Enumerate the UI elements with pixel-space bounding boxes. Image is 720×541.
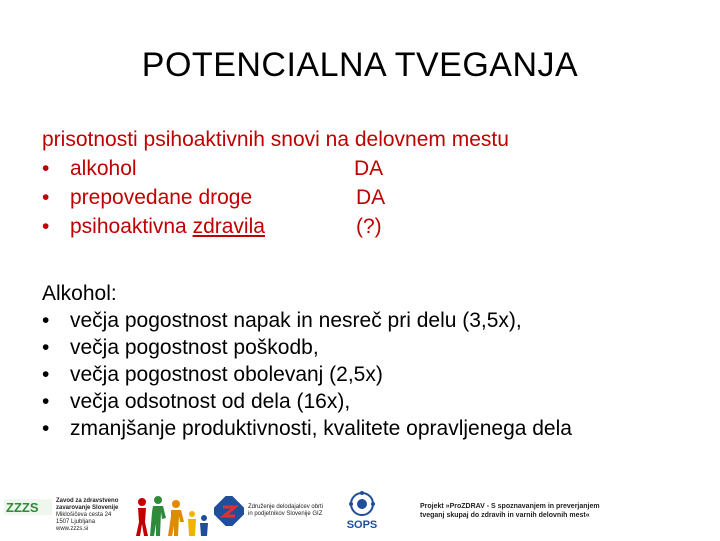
- substance-answer: (?): [356, 215, 382, 238]
- people-figures-illustration: [132, 492, 212, 541]
- giz-line: in podjetnikov Slovenije GIZ: [248, 511, 323, 517]
- zzzs-logo-text: ZZZS: [6, 500, 39, 515]
- zzzs-logo: [4, 496, 52, 523]
- sops-logo-text: SOPS: [346, 519, 378, 531]
- substance-label-underlined: zdravila: [192, 215, 265, 238]
- substance-answer: DA: [356, 186, 386, 209]
- bullet: •: [42, 390, 50, 413]
- footer-logos: [0, 488, 720, 540]
- substances-section: [42, 125, 509, 241]
- giz-text: [248, 504, 338, 518]
- substances-heading: prisotnosti psihoaktivnih snovi na delovnem mestu: [42, 128, 509, 151]
- bullet: •: [42, 363, 50, 386]
- bullet: •: [42, 417, 50, 440]
- substance-label: psihoaktivna: [70, 215, 193, 238]
- substance-label: prepovedane droge: [70, 186, 253, 209]
- substance-answer: DA: [354, 157, 384, 180]
- slide-title: POTENCIALNA TVEGANJA: [141, 46, 579, 84]
- giz-logo-icon: [214, 496, 244, 526]
- substance-item-zdravila: [42, 212, 509, 241]
- alcohol-heading: Alkohol:: [42, 282, 117, 305]
- giz-line: Združenje delodajalcev obrti: [248, 504, 324, 510]
- people-figures-icon: [132, 492, 212, 536]
- alcohol-item-text: večja pogostnost obolevanj (2,5x): [70, 363, 383, 386]
- alcohol-item: [42, 307, 572, 334]
- zzzs-logo-icon: [4, 496, 52, 518]
- alcohol-item-text: večja odsotnost od dela (16x),: [70, 390, 351, 413]
- zzzs-line: 1507 Ljubljana: [56, 519, 96, 525]
- sops-logo-icon: [338, 490, 386, 534]
- bullet: •: [42, 309, 50, 332]
- sops-logo: [338, 490, 386, 539]
- zzzs-line: Miklošičeva cesta 24: [56, 512, 112, 518]
- alcohol-item: [42, 334, 572, 361]
- alcohol-item-text: zmanjšanje produktivnosti, kvalitete opravljenega dela: [70, 417, 572, 440]
- bullet: •: [42, 336, 50, 359]
- alcohol-item-text: večja pogostnost napak in nesreč pri delu (3,5x),: [70, 309, 522, 332]
- project-line: tveganj skupaj do zdravih in varnih delovnih mest«: [420, 512, 590, 519]
- zzzs-address: [56, 498, 126, 533]
- alcohol-section: [42, 280, 572, 442]
- zzzs-line: zavarovanje Slovenije: [56, 505, 119, 511]
- alcohol-item-text: večja pogostnost poškodb,: [70, 336, 319, 359]
- project-line: Projekt »ProZDRAV - S spoznavanjem in preverjanjem: [420, 503, 600, 510]
- giz-logo: [214, 496, 244, 531]
- bullet: •: [42, 157, 50, 180]
- zzzs-line: Zavod za zdravstveno: [56, 498, 119, 504]
- bullet: •: [42, 186, 50, 209]
- alcohol-item: [42, 415, 572, 442]
- project-text: [420, 502, 716, 520]
- substance-item-droge: [42, 183, 509, 212]
- zzzs-line: www.zzzs.si: [56, 526, 89, 532]
- bullet: •: [42, 215, 50, 238]
- alcohol-item: [42, 388, 572, 415]
- alcohol-item: [42, 361, 572, 388]
- substance-label: alkohol: [70, 157, 137, 180]
- substance-item-alkohol: [42, 154, 509, 183]
